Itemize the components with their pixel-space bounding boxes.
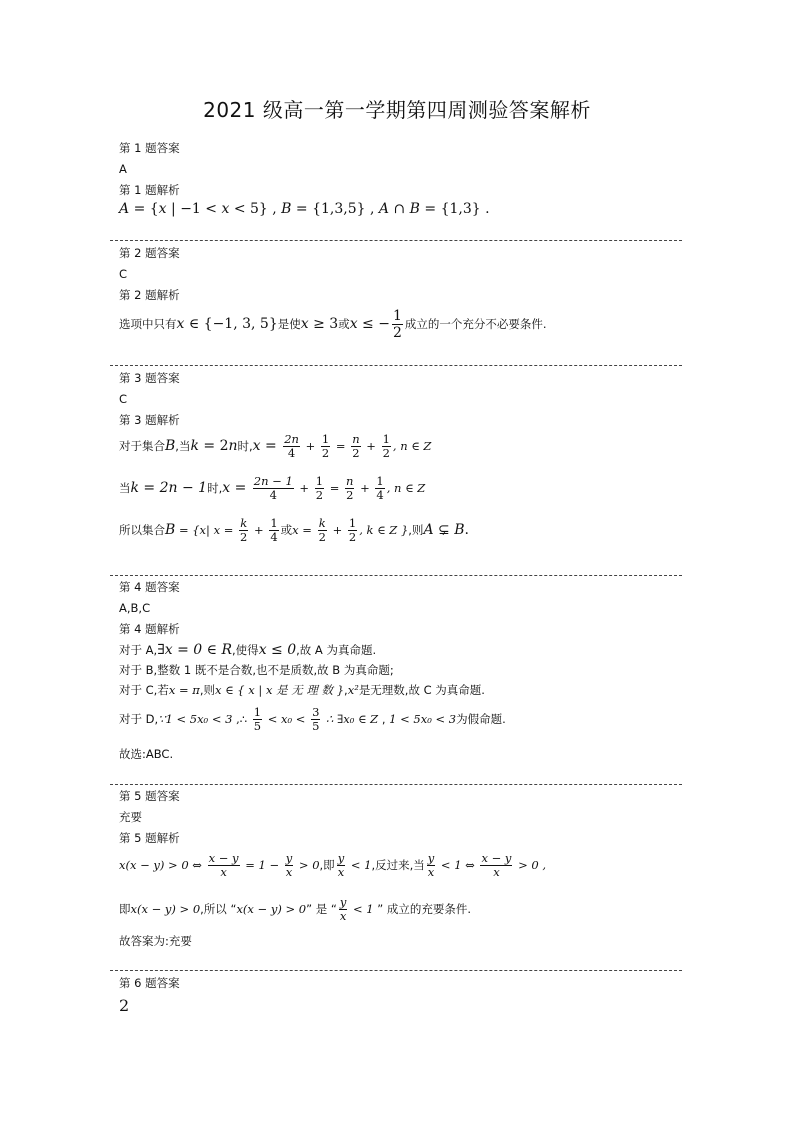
q4-analysis-line-4: 对于 D,∵1 < 5x₀ < 3 ,∴ $\frac{1}{5}$ < x₀ < $\frac{3}{5}$ ∴ ∃x₀ ∈ Z , 1 < 5x₀ < 3为假命题. <box>119 705 506 734</box>
q1-analysis-formula: A = {x | −1 < x < 5} , B = {1,3,5} , A ∩ B = {1,3} . <box>119 201 490 217</box>
q4-answer: A,B,C <box>119 601 151 615</box>
q3-analysis-label: 第 3 题解析 <box>119 413 180 427</box>
q4-answer-label: 第 4 题答案 <box>119 580 180 594</box>
q5-analysis-line-2: 即x(x − y) > 0,所以 “x(x − y) > 0” 是 “ $\frac{y}{x}$ < 1 ” 成立的充要条件. <box>119 895 472 924</box>
q4-conclusion: 故选:ABC. <box>119 747 174 761</box>
q1-analysis-label: 第 1 题解析 <box>119 183 180 197</box>
section-divider <box>110 784 682 785</box>
q5-answer-label: 第 5 题答案 <box>119 789 180 803</box>
q6-answer: 2 <box>119 996 130 1015</box>
q1-answer-label: 第 1 题答案 <box>119 141 180 155</box>
q3-analysis-line-1: 对于集合B,当k = 2n时,x = $\frac{2n}{4}$ + $\frac{1}{2}$ = $\frac{n}{2}$ + $\frac{1}{2}$ , n ∈ Z <box>119 432 432 461</box>
q6-answer-label: 第 6 题答案 <box>119 976 180 990</box>
q1-answer: A <box>119 162 127 176</box>
q5-analysis-label: 第 5 题解析 <box>119 831 180 845</box>
q5-conclusion: 故答案为:充要 <box>119 934 192 948</box>
q5-answer: 充要 <box>119 810 142 824</box>
q3-analysis-line-2: 当k = 2n − 1时,x = $\frac{2n - 1}{4}$ + $\frac{1}{2}$ = $\frac{n}{2}$ + $\frac{1}{4}$ , n ∈ Z <box>119 474 426 503</box>
q4-analysis-line-1: 对于 A,∃x = 0 ∈ R,使得x ≤ 0,故 A 为真命题. <box>119 642 377 658</box>
q5-analysis-line-1: x(x − y) > 0 ⇔ $\frac{x - y}{x}$ = 1 − $\frac{y}{x}$ > 0,即 $\frac{y}{x}$ < 1,反过来,当 $\frac{y}{x}$ < 1 ⇔ $\frac{x - y}{x}$ > 0 , <box>119 851 546 880</box>
page-title: 2021 级高一第一学期第四周测验答案解析 <box>203 98 591 122</box>
q2-answer-label: 第 2 题答案 <box>119 246 180 260</box>
section-divider <box>110 970 682 971</box>
q4-analysis-line-2: 对于 B,整数 1 既不是合数,也不是质数,故 B 为真命题; <box>119 663 394 677</box>
q3-analysis-line-3: 所以集合B = {x| x = $\frac{k}{2}$ + $\frac{1}{4}$ 或x = $\frac{k}{2}$ + $\frac{1}{2}$ , k ∈ Z },则A ⊊ B. <box>119 516 469 545</box>
section-divider <box>110 365 682 366</box>
q2-analysis-text: 选项中只有x ∈ {−1, 3, 5}是使x ≥ 3或x ≤ − $\frac{1}{2}$ 成立的一个充分不必要条件. <box>119 308 547 342</box>
q2-analysis-label: 第 2 题解析 <box>119 288 180 302</box>
q2-answer: C <box>119 267 128 281</box>
q3-answer: C <box>119 392 128 406</box>
q3-answer-label: 第 3 题答案 <box>119 371 180 385</box>
section-divider <box>110 240 682 241</box>
section-divider <box>110 575 682 576</box>
q4-analysis-line-3: 对于 C,若x = π,则x ∈ { x | x 是 无 理 数 },x²是无理数,故 C 为真命题. <box>119 683 485 697</box>
q4-analysis-label: 第 4 题解析 <box>119 622 180 636</box>
